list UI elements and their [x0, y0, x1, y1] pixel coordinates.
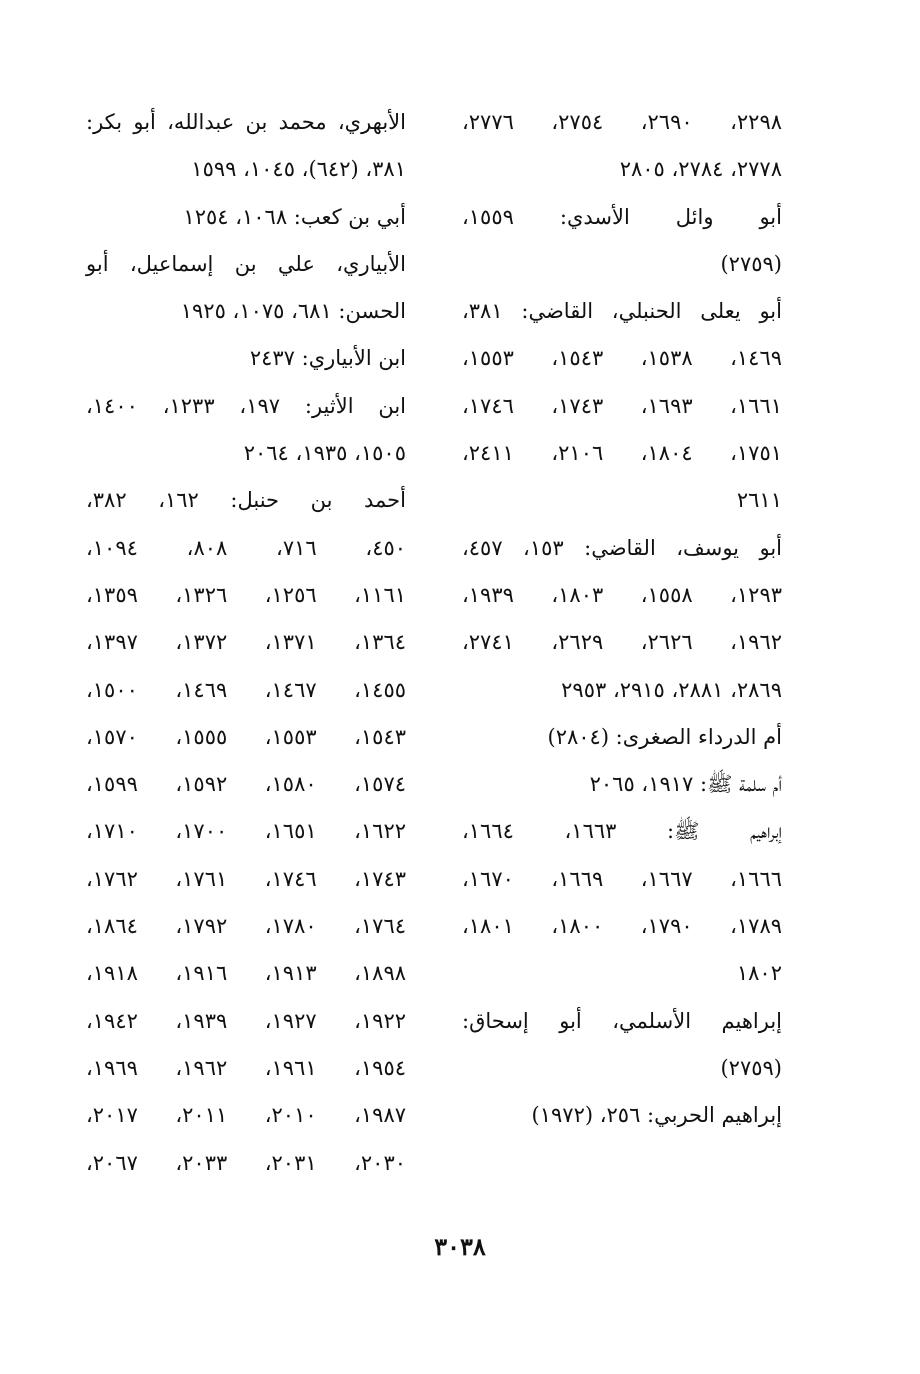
index-entry-line: ٢٧٧٨، ٢٧٨٤، ٢٨٠٥: [619, 157, 782, 182]
index-column-right: [462, 99, 782, 1140]
index-entry-line: أم الدرداء الصغرى: (٢٨٠٤): [547, 724, 782, 749]
index-entry-line: إبراهيم ﷺ: ١٦٦٣، ١٦٦٤،: [462, 819, 783, 844]
index-entry-line: إبراهيم الأسلمي، أبو إسحاق:: [462, 1008, 782, 1033]
index-entry-line: ١٨٠٢: [736, 961, 782, 986]
index-entry-line: ١٤٦٩، ١٥٣٨، ١٥٤٣، ١٥٥٣،: [462, 346, 783, 371]
index-entry-line: ١٧٥١، ١٨٠٤، ٢١٠٦، ٢٤١١،: [462, 441, 783, 466]
index-entry-line: إبراهيم الحربي: ٢٥٦، (١٩٧٢): [531, 1103, 782, 1128]
index-entry-line: ١٥٤٣، ١٥٥٣، ١٥٥٥، ١٥٧٠،: [86, 724, 407, 749]
index-entry-line: ١٤٥٥، ١٤٦٧، ١٤٦٩، ١٥٠٠،: [86, 677, 407, 702]
index-entry-line: أبو وائل الأسدي: ١٥٥٩،: [462, 204, 782, 229]
index-entry-line: أم سلمة ﷺ: ١٩١٧، ٢٠٦٥: [589, 772, 782, 797]
index-entry-line: ابن الأبياري: ٢٤٣٧: [249, 346, 406, 371]
index-entry-line: ١٦٦١، ١٦٩٣، ١٧٤٣، ١٧٤٦،: [462, 393, 783, 418]
index-entry-line: (٢٧٥٩): [720, 1055, 782, 1080]
index-entry-line: الأبهري، محمد بن عبدالله، أبو بكر:: [86, 110, 406, 134]
index-entry-line: أبو يوسف، القاضي: ١٥٣، ٤٥٧،: [462, 535, 782, 560]
index-entry-line: أبي بن كعب: ١٠٦٨، ١٢٥٤: [183, 204, 406, 229]
index-entry-line: ١٧٤٣، ١٧٤٦، ١٧٦١، ١٧٦٢،: [86, 866, 407, 891]
index-entry-line: ١٩٥٤، ١٩٦١، ١٩٦٢، ١٩٦٩،: [86, 1055, 407, 1080]
index-entry-line: أبو يعلى الحنبلي، القاضي: ٣٨١،: [462, 299, 782, 324]
index-entry-line: ١٨٩٨، ١٩١٣، ١٩١٦، ١٩١٨،: [86, 961, 407, 986]
index-column-left: [86, 99, 406, 1187]
index-entry-line: ١٧٦٤، ١٧٨٠، ١٧٩٢، ١٨٦٤،: [86, 914, 407, 939]
index-entry-line: ١٩٨٧، ٢٠١٠، ٢٠١١، ٢٠١٧،: [86, 1103, 407, 1128]
index-entry-line: ٢٢٩٨، ٢٦٩٠، ٢٧٥٤، ٢٧٧٦،: [462, 110, 783, 134]
index-entry-line: ٢٦١١: [736, 488, 782, 513]
index-entry-line: ١٦٦٦، ١٦٦٧، ١٦٦٩، ١٦٧٠،: [462, 866, 783, 891]
index-entry-line: ٢٨٦٩، ٢٨٨١، ٢٩١٥، ٢٩٥٣: [561, 677, 782, 702]
index-entry-line: الأبياري، علي بن إسماعيل، أبو: [86, 251, 406, 276]
index-entry-line: ٤٥٠، ٧١٦، ٨٠٨، ١٠٩٤،: [86, 535, 407, 560]
index-entry-line: أحمد بن حنبل: ١٦٢، ٣٨٢،: [86, 488, 406, 513]
index-entry-line: ١٣٦٤، ١٣٧١، ١٣٧٢، ١٣٩٧،: [86, 630, 407, 655]
index-entry-line: ١١٦١، ١٢٥٦، ١٣٢٦، ١٣٥٩،: [86, 582, 407, 607]
index-entry-line: ١٩٢٢، ١٩٢٧، ١٩٣٩، ١٩٤٢،: [86, 1008, 407, 1033]
index-entry-line: ٢٠٣٠، ٢٠٣١، ٢٠٣٣، ٢٠٦٧،: [86, 1150, 407, 1175]
index-entry-line: ١٦٢٢، ١٦٥١، ١٧٠٠، ١٧١٠،: [86, 819, 407, 844]
index-entry-line: الحسن: ٦٨١، ١٠٧٥، ١٩٢٥: [180, 299, 406, 324]
page-number: ٣٠٣٨: [434, 1232, 486, 1261]
index-entry-line: ١٢٩٣، ١٥٥٨، ١٨٠٣، ١٩٣٩،: [462, 582, 783, 607]
index-entry-line: ١٩٦٢، ٢٦٢٦، ٢٦٢٩، ٢٧٤١،: [462, 630, 783, 655]
index-entry-line: ابن الأثير: ١٩٧، ١٢٣٣، ١٤٠٠،: [86, 393, 407, 418]
index-entry-line: ١٥٠٥، ١٩٣٥، ٢٠٦٤: [243, 441, 406, 466]
index-entry-line: ١٥٧٤، ١٥٨٠، ١٥٩٢، ١٥٩٩،: [86, 772, 407, 797]
index-entry-line: ٣٨١، (٦٤٢)، ١٠٤٥، ١٥٩٩: [191, 157, 406, 182]
index-entry-line: ١٧٨٩، ١٧٩٠، ١٨٠٠، ١٨٠١،: [462, 914, 783, 939]
index-entry-line: (٢٧٥٩): [720, 251, 782, 276]
